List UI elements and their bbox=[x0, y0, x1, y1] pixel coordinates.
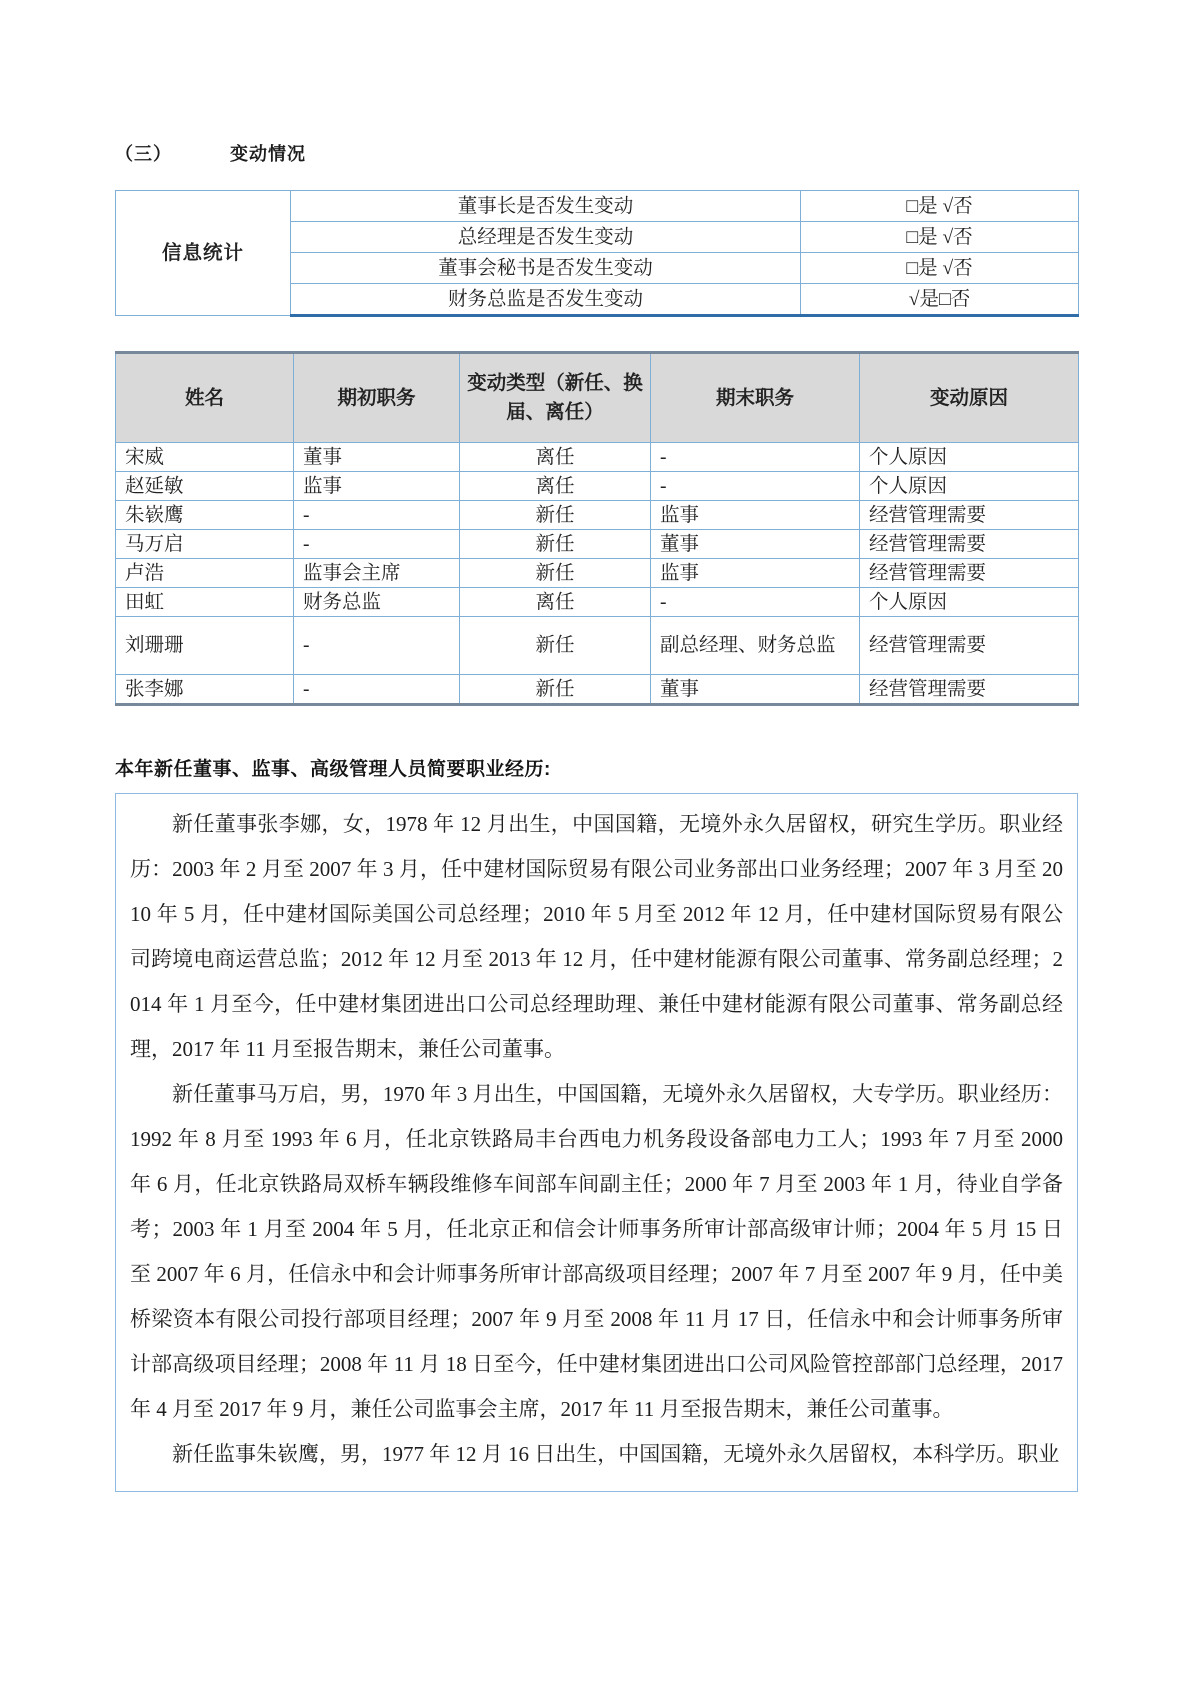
cell-name: 宋威 bbox=[116, 443, 294, 472]
cell-end-position: - bbox=[651, 472, 860, 501]
cell-change-type: 离任 bbox=[460, 443, 651, 472]
cell-end-position: 副总经理、财务总监 bbox=[651, 617, 860, 675]
cell-start-position: 财务总监 bbox=[294, 588, 460, 617]
cell-end-position: - bbox=[651, 443, 860, 472]
cell-change-type: 新任 bbox=[460, 530, 651, 559]
info-question-cell: 财务总监是否发生变动 bbox=[291, 284, 801, 316]
info-table-row-header: 信息统计 bbox=[116, 191, 291, 316]
cell-start-position: 董事 bbox=[294, 443, 460, 472]
info-question-cell: 董事会秘书是否发生变动 bbox=[291, 253, 801, 284]
table-row bbox=[116, 501, 1079, 530]
cell-end-position: 监事 bbox=[651, 559, 860, 588]
bio-paragraph-mawanqi: 新任董事马万启，男，1970 年 3 月出生，中国国籍，无境外永久居留权，大专学历。职业经历：1992 年 8 月至 1993 年 6 月，任北京铁路局丰台西电力机务段设备部电力工人；1993 年 7 月至 2000 年 6 月，任北京铁路局双桥车辆段维修车间部车间副主任；2000 年 7 月至 2003 年 1 月，待业自学备考；2003 年 1 月至 2004 年 5 月，任北京正和信会计师事务所审计部高级审计师；2004 年 5 月 15 日至 2007 年 6 月，任信永中和会计师事务所审计部高级项目经理；2007 年 7 月至 2007 年 9 月，任中美桥梁资本有限公司投行部项目经理；2007 年 9 月至 2008 年 11 月 17 日，任信永中和会计师事务所审计部高级项目经理；2008 年 11 月 18 日至今，任中建材集团进出口公司风险管控部部门总经理，2017 年 4 月至 2017 年 9 月，兼任公司监事会主席，2017 年 11 月至报告期末，兼任公司董事。 bbox=[130, 1082, 1063, 1421]
cell-start-position: - bbox=[294, 501, 460, 530]
info-answer-cell: □是 √否 bbox=[801, 253, 1079, 284]
info-answer-cell: □是 √否 bbox=[801, 191, 1079, 222]
table-row bbox=[116, 443, 1079, 472]
header-change-reason: 变动原因 bbox=[860, 353, 1079, 443]
table-row bbox=[116, 617, 1079, 675]
cell-change-type: 新任 bbox=[460, 559, 651, 588]
cell-start-position: 监事会主席 bbox=[294, 559, 460, 588]
header-name: 姓名 bbox=[116, 353, 294, 443]
cell-end-position: 监事 bbox=[651, 501, 860, 530]
table-row bbox=[116, 588, 1079, 617]
section-title: 变动情况 bbox=[230, 144, 306, 164]
info-question-cell: 总经理是否发生变动 bbox=[291, 222, 801, 253]
info-statistics-table bbox=[115, 190, 1079, 317]
cell-start-position: - bbox=[294, 617, 460, 675]
header-change-type: 变动类型（新任、换届、离任） bbox=[460, 353, 651, 443]
bio-paragraph-zhuqinying: 新任监事朱嵚鹰，男，1977 年 12 月 16 日出生，中国国籍，无境外永久居留权，本科学历。职业 bbox=[172, 1442, 1060, 1466]
cell-change-type: 离任 bbox=[460, 588, 651, 617]
cell-change-reason: 经营管理需要 bbox=[860, 501, 1079, 530]
table-row bbox=[116, 559, 1079, 588]
bio-text-box bbox=[115, 793, 1078, 1492]
change-table-header-row bbox=[116, 353, 1079, 443]
cell-name: 赵延敏 bbox=[116, 472, 294, 501]
info-question-cell: 董事长是否发生变动 bbox=[291, 191, 801, 222]
header-start-position: 期初职务 bbox=[294, 353, 460, 443]
cell-change-type: 新任 bbox=[460, 501, 651, 530]
cell-name: 朱嵚鹰 bbox=[116, 501, 294, 530]
header-end-position: 期末职务 bbox=[651, 353, 860, 443]
info-answer-cell: □是 √否 bbox=[801, 222, 1079, 253]
cell-change-reason: 经营管理需要 bbox=[860, 617, 1079, 675]
cell-start-position: 监事 bbox=[294, 472, 460, 501]
cell-start-position: - bbox=[294, 675, 460, 705]
cell-change-type: 新任 bbox=[460, 675, 651, 705]
cell-start-position: - bbox=[294, 530, 460, 559]
bio-section-heading: 本年新任董事、监事、高级管理人员简要职业经历: bbox=[115, 759, 551, 780]
info-table-row bbox=[116, 191, 1079, 222]
cell-change-reason: 个人原因 bbox=[860, 443, 1079, 472]
cell-change-reason: 经营管理需要 bbox=[860, 530, 1079, 559]
cell-end-position: - bbox=[651, 588, 860, 617]
cell-end-position: 董事 bbox=[651, 675, 860, 705]
bio-paragraph-zhanglina: 新任董事张李娜，女，1978 年 12 月出生，中国国籍，无境外永久居留权，研究生学历。职业经历：2003 年 2 月至 2007 年 3 月，任中建材国际贸易有限公司业务部出口业务经理；2007 年 3 月至 2010 年 5 月，任中建材国际美国公司总经理；2010 年 5 月至 2012 年 12 月，任中建材国际贸易有限公司跨境电商运营总监；2012 年 12 月至 2013 年 12 月，任中建材能源有限公司董事、常务副总经理；2014 年 1 月至今，任中建材集团进出口公司总经理助理、兼任中建材能源有限公司董事、常务副总经理，2017 年 11 月至报告期末，兼任公司董事。 bbox=[130, 812, 1063, 1061]
cell-change-reason: 个人原因 bbox=[860, 472, 1079, 501]
cell-change-reason: 经营管理需要 bbox=[860, 675, 1079, 705]
table-row bbox=[116, 675, 1079, 705]
cell-name: 马万启 bbox=[116, 530, 294, 559]
section-heading bbox=[115, 140, 1078, 166]
info-answer-cell: √是□否 bbox=[801, 284, 1079, 316]
page-content bbox=[115, 140, 1078, 1492]
personnel-change-table bbox=[115, 351, 1079, 706]
cell-name: 田虹 bbox=[116, 588, 294, 617]
cell-change-type: 离任 bbox=[460, 472, 651, 501]
cell-name: 卢浩 bbox=[116, 559, 294, 588]
table-row bbox=[116, 530, 1079, 559]
cell-change-reason: 经营管理需要 bbox=[860, 559, 1079, 588]
cell-end-position: 董事 bbox=[651, 530, 860, 559]
cell-change-type: 新任 bbox=[460, 617, 651, 675]
cell-name: 张李娜 bbox=[116, 675, 294, 705]
section-number: （三） bbox=[115, 144, 172, 164]
cell-change-reason: 个人原因 bbox=[860, 588, 1079, 617]
table-row bbox=[116, 472, 1079, 501]
cell-name: 刘珊珊 bbox=[116, 617, 294, 675]
